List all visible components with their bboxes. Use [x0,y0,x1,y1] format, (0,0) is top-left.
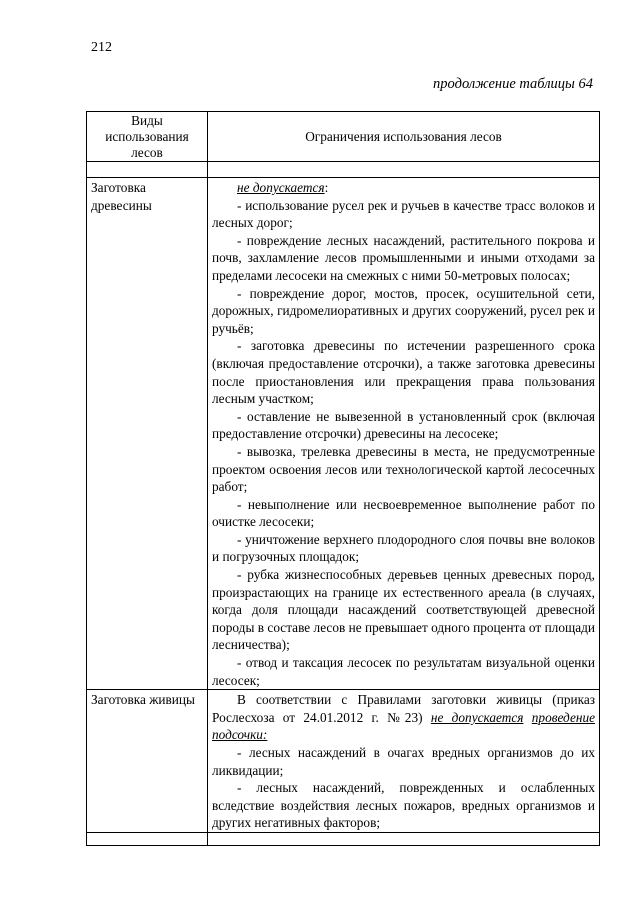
not-allowed-label: не допускается [237,180,325,195]
restrictions-cell [208,690,600,833]
restriction-item: - рубка жизнеспособных деревьев ценных древесных пород, произрастающих на границе их естественного ареала (в случаях, когда доля площади насаждений соответствующей древесной породы в составе лесов не превышает одного процента от площади лесничества); [212,567,595,653]
restriction-item: - повреждение дорог, мостов, просек, осушительной сети, дорожных, гидромелиоративных и других сооружений, русел рек и ручьёв; [212,285,595,336]
restriction-item: - вывозка, трелевка древесины в места, не предусмотренные проектом освоения лесов или технологической картой лесосечных работ; [212,443,595,495]
forest-use-table [86,111,600,846]
table-empty-row [87,832,600,845]
header-restrictions: Ограничения использования лесов [208,112,600,162]
restriction-lead: В соответствии с Правилами заготовки живицы (приказ Рослесхоза от 24.01.2012 г. №23) не допускается проведение подсочки: [212,692,595,743]
restrictions-cell [208,178,600,690]
restriction-item: - отвод и таксация лесосек по результатам визуальной оценки лесосек; [212,655,595,688]
table-header-row [87,112,600,162]
restriction-item: - оставление не вывезенной в установленный срок (включая предоставление отсрочки) древесины на лесосеке; [212,408,595,442]
restriction-item: - уничтожение верхнего плодородного слоя почвы вне волоков и погрузочных площадок; [212,531,595,565]
use-kind-cell: Заготовка живицы [87,690,208,833]
restriction-item: - повреждение лесных насаждений, растительного покрова и почв, захламление лесов промышленными и иными отходами за пределами лесосеки на смежных с ними 50-метровых полосах; [212,232,595,283]
restriction-item: - использование русел рек и ручьев в качестве трасс волоков и лесных дорог; [212,197,595,231]
restriction-item: - заготовка древесины по истечении разрешенного срока (включая предоставление отсрочки), а также заготовка древесины после приостановления или прекращения права пользования лесным участком; [212,338,595,407]
restriction-item: - невыполнение или несвоевременное выполнение работ по очистке лесосеки; [212,496,595,530]
table-spacer-row [87,162,600,178]
table-row [87,178,600,690]
page-number: 212 [91,40,112,55]
tapping-label: проведение подсочки: [212,709,595,743]
not-allowed-label: не допускается [430,709,524,725]
restriction-item: - лесных насаждений в очагах вредных организмов до их ликвидации; [212,745,595,778]
table-continuation-label: продолжение таблицы 64 [433,76,593,92]
use-kind-cell: Заготовка древесины [87,178,208,690]
table-row [87,690,600,833]
restriction-item: - лесных насаждений, поврежденных и ослабленных вследствие воздействия лесных пожаров, вредных организмов и других негативных факторов; [212,780,595,831]
restriction-lead: не допускается: [237,180,329,195]
header-use-kind: Виды использования лесов [87,112,208,162]
